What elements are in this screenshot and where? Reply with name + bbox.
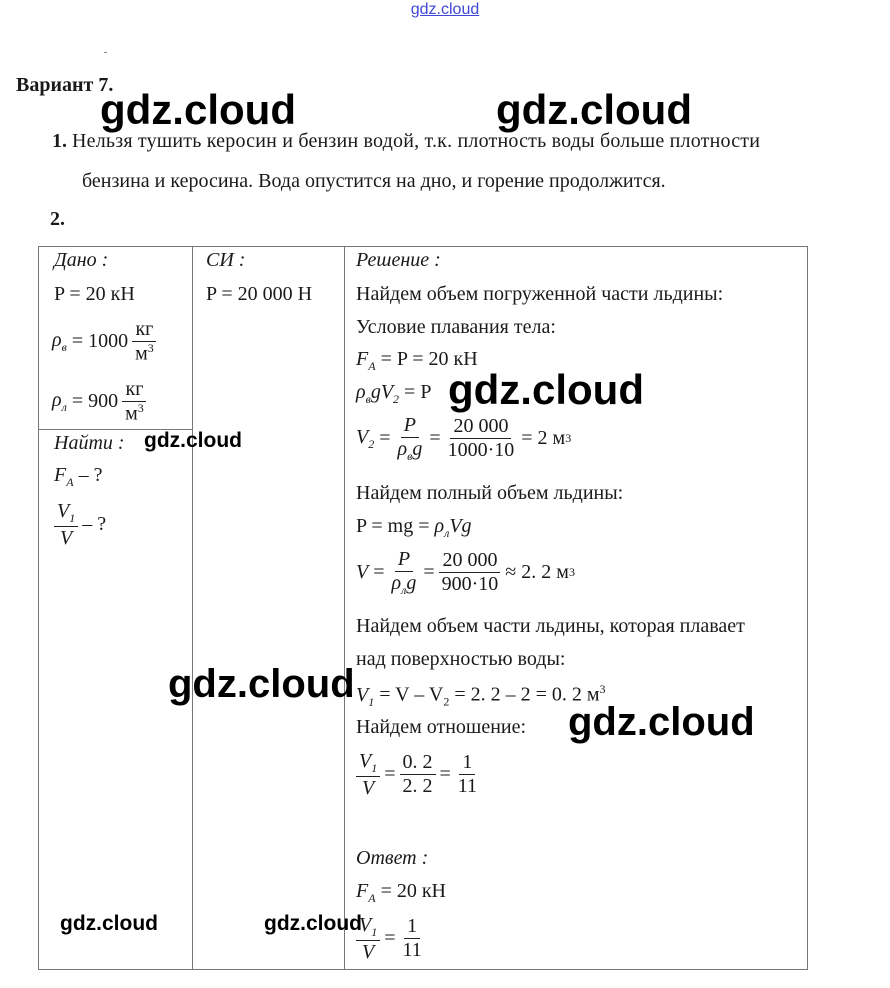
table-divider-2 bbox=[344, 246, 345, 970]
unit-pow: 3 bbox=[147, 341, 154, 355]
given-rho-ice: $\rho_л$ = 900 $\frac{кг}{м^3}$ bbox=[52, 378, 151, 426]
find-ratio-suffix: – ? bbox=[82, 513, 107, 536]
v2-result: = 2 м bbox=[521, 427, 566, 450]
v-result: ≈ 2. 2 м bbox=[505, 561, 569, 584]
unit-den: м bbox=[135, 342, 148, 365]
eq-v2: $V_2$ = $\frac{P}{\rho_вg}$ = $\frac{20 000}{1000\cdot 10}$ = 2 м 3 bbox=[356, 414, 572, 463]
rho-ice-value: = 900 bbox=[71, 390, 119, 413]
unit-den-2: м bbox=[125, 402, 138, 425]
watermark: gdz.cloud bbox=[448, 366, 644, 413]
item-1-line-2: бензина и керосина. Вода опустится на дно, и горение продолжится. bbox=[82, 170, 666, 192]
item-2-number: 2. bbox=[50, 208, 65, 230]
solution-line-above-2: над поверхностью воды: bbox=[356, 648, 566, 670]
ratio-num-2: 1 bbox=[459, 751, 475, 775]
stray-dot bbox=[104, 52, 107, 53]
solution-line-float: Условие плавания тела: bbox=[356, 316, 556, 338]
solution-title: Решение : bbox=[356, 249, 441, 271]
v-num-calc: 20 000 bbox=[439, 549, 500, 573]
watermark: gdz.cloud bbox=[168, 662, 355, 706]
solution-line-full: Найдем полный объем льдины: bbox=[356, 482, 624, 504]
watermark: gdz.cloud bbox=[100, 86, 296, 133]
eq-v1-text: = V – V bbox=[379, 683, 444, 706]
find-ratio: $\frac{V_1}{V}$ – ? bbox=[50, 500, 106, 550]
v-den-calc: 900·10 bbox=[441, 573, 499, 596]
eq-rho-g-v2: $\rho_вgV_2 = P$ bbox=[356, 381, 432, 406]
unit-fraction-2 bbox=[122, 378, 147, 426]
eq-v1: $V_1 = V - V_2 = 2$. 2 – 2 = 0. 2 $м^3$ bbox=[356, 682, 606, 709]
eq-fa: $F_A = P = 20$ кН bbox=[356, 348, 478, 373]
watermark: gdz.cloud bbox=[496, 86, 692, 133]
solution-line-above-1: Найдем объем части льдины, которая плавает bbox=[356, 615, 745, 637]
ratio-den-1: 2. 2 bbox=[402, 775, 433, 798]
answer-ratio-den: 11 bbox=[402, 939, 422, 962]
answer-title: Ответ : bbox=[356, 847, 429, 869]
watermark: gdz.cloud bbox=[60, 912, 158, 935]
v2-den-calc: 1000·10 bbox=[447, 439, 515, 462]
si-p: P = 20 000 Н bbox=[206, 283, 313, 305]
answer-ratio-num: 1 bbox=[404, 915, 420, 939]
unit-num-2: кг bbox=[122, 378, 146, 402]
find-fa-suffix: – ? bbox=[78, 464, 103, 486]
v2-num-calc: 20 000 bbox=[450, 415, 511, 439]
given-rho-water: $\rho_в$ = 1000 $\frac{кг}{м^3}$ bbox=[52, 318, 161, 366]
unit-fraction bbox=[132, 318, 157, 366]
eq-v1-tail: = 2. 2 – 2 = 0. 2 м bbox=[449, 683, 600, 706]
watermark: gdz.cloud bbox=[264, 912, 362, 935]
variant-heading: Вариант 7. bbox=[16, 74, 114, 96]
eq-p-mg-text: P = mg = bbox=[356, 515, 435, 537]
eq-fa-text: = P = 20 кН bbox=[380, 348, 478, 370]
eq-v: V = $\frac{P}{\rho_лg}$ = $\frac{20 000}{900\cdot 10}$ ≈ 2. 2 м 3 bbox=[356, 548, 575, 597]
answer-ratio: $\frac{V_1}{V}$ = $\frac{1}{11}$ bbox=[352, 914, 429, 964]
eq-rho-g-v2-text: = P bbox=[404, 381, 432, 403]
solution-line-submerged: Найдем объем погруженной части льдины: bbox=[356, 283, 724, 305]
answer-fa-text: = 20 кН bbox=[380, 880, 447, 902]
eq-ratio: $\frac{V_1}{V}$ = $\frac{0. 2}{2. 2}$ = $\frac{1}{11}$ bbox=[352, 750, 484, 800]
si-title: СИ : bbox=[206, 249, 246, 271]
eq-p-mg: P = mg = $\rho_лVg$ bbox=[356, 515, 472, 540]
table-divider-1 bbox=[192, 246, 193, 970]
item-1-number: 1. bbox=[52, 130, 67, 152]
unit-num: кг bbox=[132, 318, 156, 342]
watermark: gdz.cloud bbox=[568, 700, 755, 744]
given-title: Дано : bbox=[54, 249, 109, 271]
v2-num: P bbox=[401, 414, 419, 438]
answer-fa: $F_A = 20$ кН bbox=[356, 880, 447, 905]
watermark: gdz.cloud bbox=[144, 429, 242, 452]
ratio-den-2: 11 bbox=[457, 775, 478, 798]
site-link[interactable]: gdz.cloud bbox=[410, 1, 480, 18]
solution-line-ratio: Найдем отношение: bbox=[356, 716, 527, 738]
rho-water-value: = 1000 bbox=[71, 330, 129, 353]
unit-pow-2: 3 bbox=[137, 401, 144, 415]
given-p: P = 20 кН bbox=[54, 283, 135, 305]
item-1-text-1: Нельзя тушить керосин и бензин водой, т.к. плотность воды больше плотности bbox=[72, 130, 761, 152]
find-fa: $F_A$ – ? bbox=[54, 464, 103, 489]
ratio-num-1: 0. 2 bbox=[400, 751, 436, 775]
find-title: Найти : bbox=[54, 432, 125, 454]
